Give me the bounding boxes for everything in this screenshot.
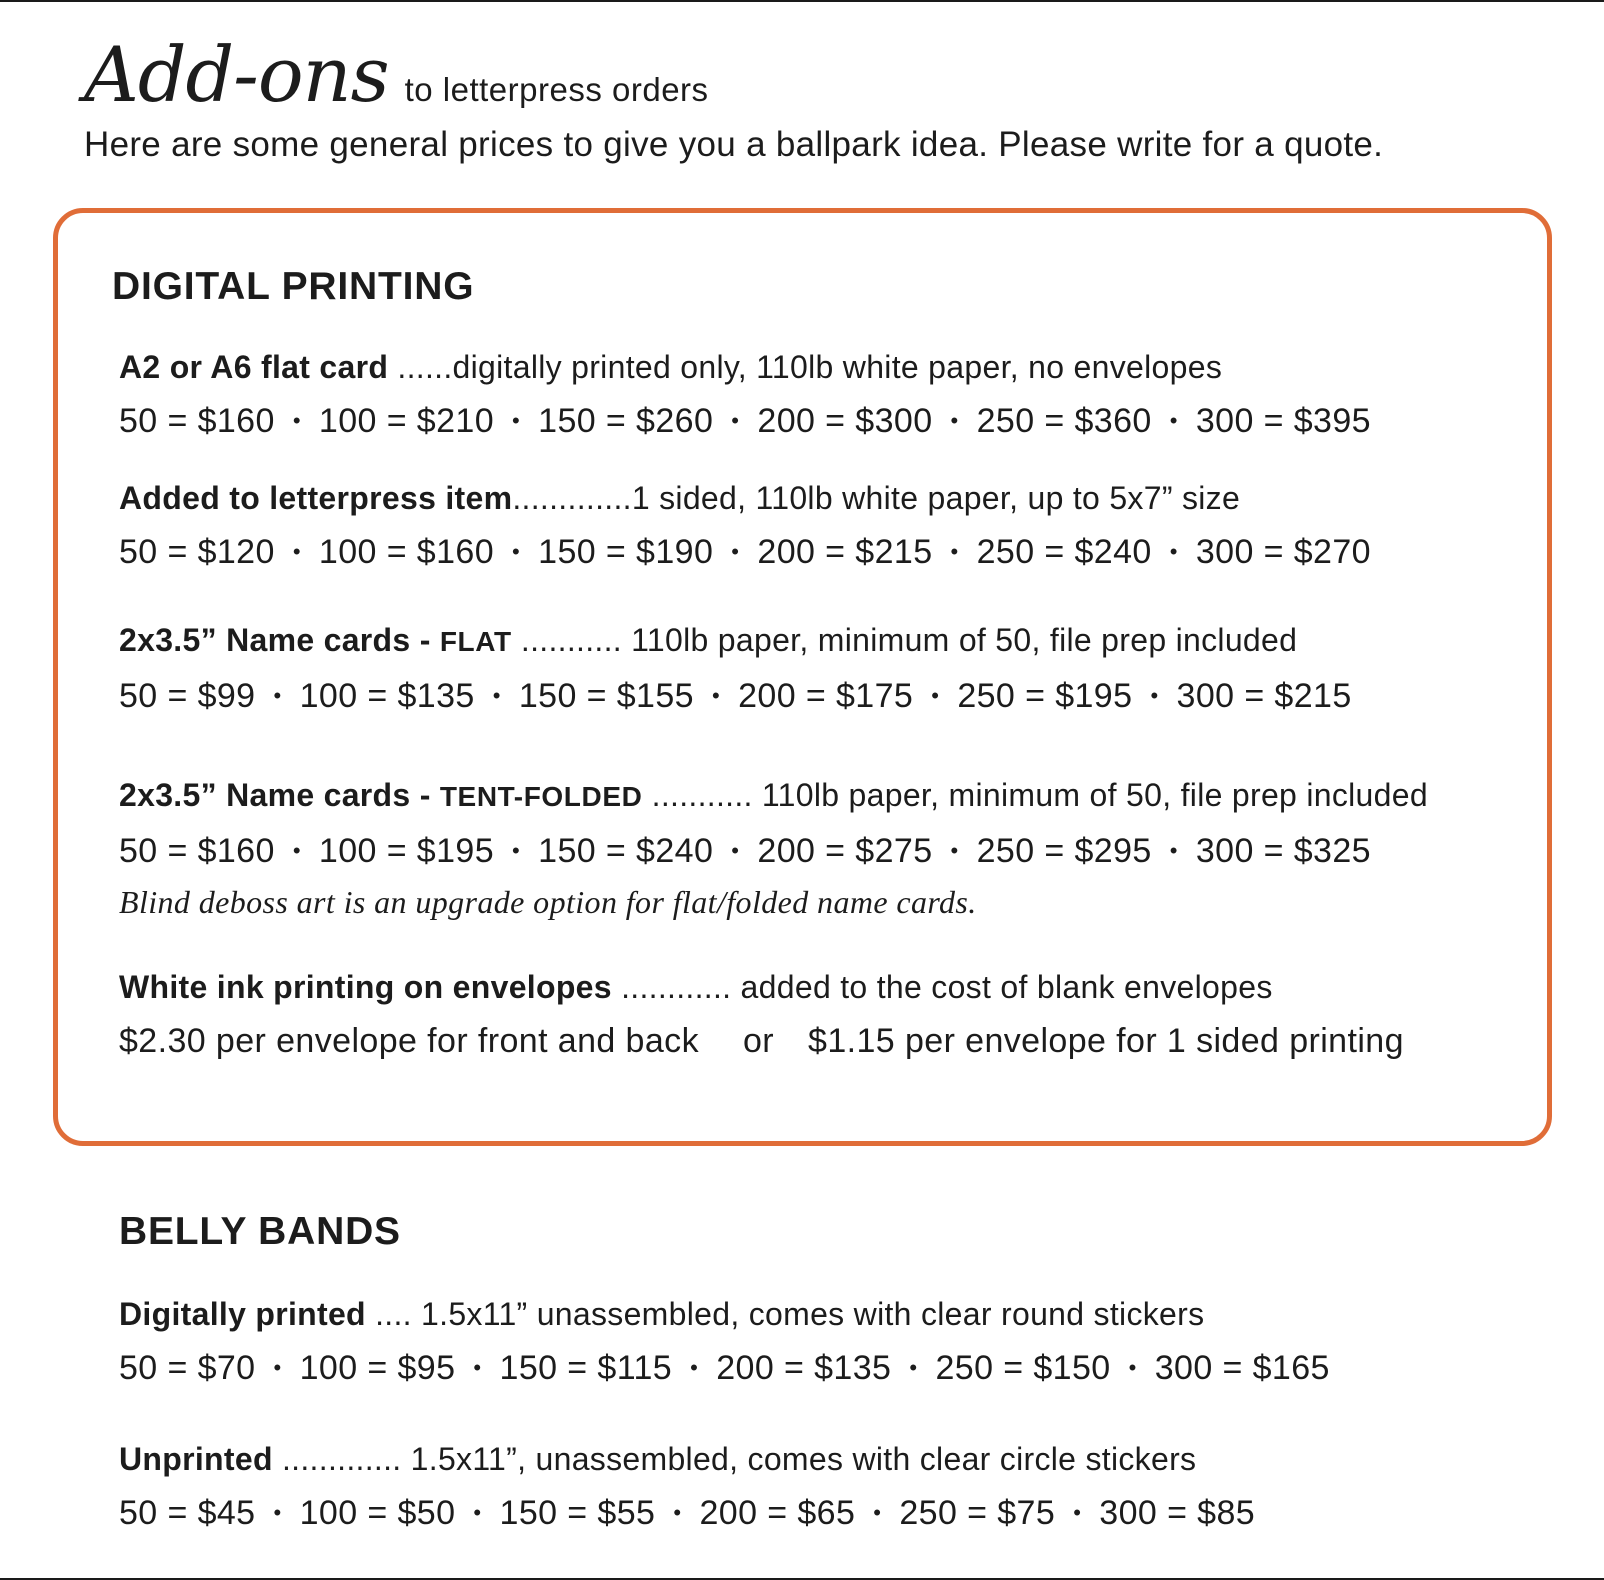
price-list [119,825,1559,877]
bullet-separator: • [292,838,301,863]
price-entry: 150 = $55 [499,1494,656,1532]
bullet-separator: • [909,1355,918,1380]
bullet-separator: • [950,408,959,433]
bullet-separator: • [1073,1500,1082,1525]
item-name: 2x3.5” Name cards - [119,777,440,813]
bullet-separator: • [273,1500,282,1525]
item-name: Added to letterpress item [119,480,513,516]
price-item [119,1437,1559,1539]
bullet-separator: • [292,408,301,433]
section-heading-belly-bands: BELLY BANDS [119,1210,401,1253]
item-description: ........... 110lb paper, minimum of 50, file prep included [642,777,1428,813]
item-variant: TENT-FOLDED [439,781,643,812]
price-entry: 300 = $85 [1099,1494,1256,1532]
item-description: ............. 1.5x11”, unassembled, comes with clear circle stickers [272,1441,1197,1477]
bullet-separator: • [950,838,959,863]
price-list [119,1342,1559,1394]
or-text: or [742,1022,775,1060]
price-item [119,965,1559,1067]
price-entry: 300 = $215 [1176,677,1352,715]
item-variant: FLAT [439,626,512,657]
price-entry: 250 = $295 [976,832,1152,870]
item-heading [119,773,1559,819]
item-heading [119,345,1559,389]
price-entry: 200 = $275 [757,832,933,870]
bullet-separator: • [512,539,521,564]
bullet-separator: • [690,1355,699,1380]
price-item [119,618,1559,722]
bullet-separator: • [512,408,521,433]
item-description: ......digitally printed only, 110lb white paper, no envelopes [388,349,1223,385]
price-entry: 100 = $160 [318,533,495,571]
price-entry: 250 = $195 [957,677,1133,715]
bullet-separator: • [873,1500,882,1525]
section-heading-digital-printing: DIGITAL PRINTING [112,265,475,308]
price-item [119,476,1559,578]
price-entry: 150 = $190 [538,533,714,571]
price-entry: 150 = $260 [538,402,714,440]
page-title: Add-ons [84,30,389,119]
item-heading [119,1437,1559,1481]
price-item [119,345,1559,447]
price-entry: 200 = $300 [757,402,933,440]
envelope-price-line [119,1015,1559,1067]
bullet-separator: • [673,1500,682,1525]
price-entry: 50 = $99 [119,677,256,715]
price-entry: 300 = $325 [1195,832,1371,870]
price-entry: 100 = $210 [318,402,495,440]
page-title-suffix: to letterpress orders [404,71,709,108]
bullet-separator: • [950,539,959,564]
price-entry: 150 = $155 [518,677,694,715]
bullet-separator: • [1169,539,1178,564]
bullet-separator: • [492,683,501,708]
price-list [119,526,1559,578]
price-entry: 50 = $160 [119,832,275,870]
bullet-separator: • [273,1355,282,1380]
option-one-sided: $1.15 per envelope for 1 sided printing [808,1022,1404,1060]
item-description: .............1 sided, 110lb white paper, up to 5x7” size [512,480,1241,516]
price-item [119,1292,1559,1394]
bullet-separator: • [292,539,301,564]
price-entry: 150 = $240 [538,832,714,870]
price-entry: 50 = $160 [119,402,275,440]
item-description: ........... 110lb paper, minimum of 50, file prep included [511,622,1298,658]
price-entry: 300 = $395 [1195,402,1371,440]
price-entry: 200 = $135 [716,1349,892,1387]
bullet-separator: • [273,683,282,708]
price-entry: 250 = $150 [935,1349,1111,1387]
page-header [84,30,1564,170]
price-entry: 100 = $95 [299,1349,456,1387]
item-heading [119,965,1559,1009]
bullet-separator: • [731,539,740,564]
bullet-separator: • [473,1500,482,1525]
price-entry: 50 = $70 [119,1349,256,1387]
title-row [84,30,1564,120]
bullet-separator: • [1169,408,1178,433]
price-entry: 250 = $240 [976,533,1152,571]
price-entry: 100 = $195 [318,832,495,870]
item-name: 2x3.5” Name cards - [119,622,440,658]
item-heading [119,1292,1559,1336]
bullet-separator: • [731,408,740,433]
price-entry: 250 = $360 [976,402,1152,440]
price-entry: 100 = $135 [299,677,475,715]
item-heading [119,618,1559,664]
price-entry: 200 = $65 [699,1494,856,1532]
price-entry: 300 = $270 [1195,533,1371,571]
bullet-separator: • [931,683,940,708]
price-entry: 300 = $165 [1154,1349,1330,1387]
item-name: Unprinted [119,1441,273,1477]
item-description: ............ added to the cost of blank envelopes [611,969,1273,1005]
price-entry: 200 = $215 [757,533,933,571]
bullet-separator: • [1128,1355,1137,1380]
bullet-separator: • [731,838,740,863]
price-entry: 100 = $50 [299,1494,456,1532]
price-entry: 200 = $175 [738,677,914,715]
price-entry: 250 = $75 [899,1494,1056,1532]
bullet-separator: • [711,683,721,708]
item-note: Blind deboss art is an upgrade option for flat/folded name cards. [119,884,977,920]
bullet-separator: • [512,838,521,863]
item-description: .... 1.5x11” unassembled, comes with clear round stickers [365,1296,1205,1332]
option-front-back: $2.30 per envelope for front and back [119,1022,699,1060]
item-heading [119,476,1559,520]
top-rule [0,0,1604,2]
price-list [119,670,1559,722]
bullet-separator: • [1169,838,1178,863]
item-name: A2 or A6 flat card [119,349,389,385]
item-name: Digitally printed [119,1296,366,1332]
bullet-separator: • [1150,683,1159,708]
price-list [119,395,1559,447]
price-item [119,773,1559,925]
price-entry: 50 = $120 [119,533,275,571]
price-entry: 150 = $115 [499,1349,673,1387]
price-list [119,1487,1559,1539]
price-entry: 50 = $45 [119,1494,256,1532]
item-name: White ink printing on envelopes [119,969,612,1005]
intro-text: Here are some general prices to give you a ballpark idea. Please write for a quote. [84,125,1384,164]
bullet-separator: • [473,1355,482,1380]
